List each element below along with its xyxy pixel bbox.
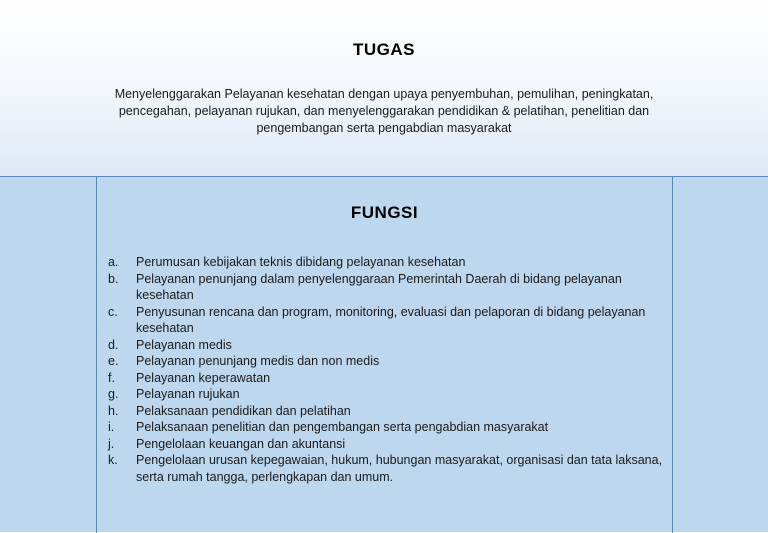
list-item	[108, 337, 668, 354]
list-marker: e.	[108, 354, 119, 368]
list-marker: i.	[108, 420, 115, 434]
list-marker: h.	[108, 403, 119, 418]
list-item-text: Penyusunan rencana dan program, monitoring, evaluasi dan pelaporan di bidang pelayanan kesehatan	[136, 304, 646, 335]
list-item	[108, 370, 668, 387]
tugas-line-3: pengembangan serta pengabdian masyarakat	[256, 121, 512, 135]
list-item-text: Perumusan kebijakan teknis dibidang pelayanan kesehatan	[136, 255, 466, 269]
fungsi-title: FUNGSI	[350, 203, 419, 222]
list-item	[108, 353, 668, 370]
list-item-text: Pelayanan penunjang dalam penyelenggaraan Pemerintah Daerah di bidang pelayanan kesehatan	[136, 271, 622, 302]
list-marker: d.	[108, 337, 119, 352]
list-item	[108, 419, 668, 436]
list-item	[108, 403, 668, 420]
fungsi-list	[108, 254, 668, 485]
list-item	[108, 271, 668, 304]
right-divider	[672, 177, 673, 533]
list-item	[108, 436, 668, 453]
list-item-text: Pelayanan keperawatan	[136, 370, 271, 385]
tugas-title: TUGAS	[353, 40, 415, 59]
list-item	[108, 386, 668, 403]
list-item-text: Pengelolaan urusan kepegawaian, hukum, hubungan masyarakat, organisasi dan tata laksana, serta rumah tangga, perlengkapan dan umum.	[136, 453, 663, 484]
fungsi-section	[0, 176, 768, 532]
left-divider	[96, 177, 97, 533]
tugas-line-2: pencegahan, pelayanan rujukan, dan menyelenggarakan pendidikan & pelatihan, penelitian dan	[118, 104, 650, 118]
list-marker: b.	[108, 271, 119, 286]
list-item-text: Pelaksanaan penelitian dan pengembangan serta pengabdian masyarakat	[136, 420, 549, 434]
list-item	[108, 304, 668, 337]
list-marker: a.	[108, 255, 119, 269]
list-item-text: Pelayanan medis	[136, 337, 232, 352]
list-item-text: Pengelolaan keuangan dan akuntansi	[136, 436, 346, 451]
tugas-description	[92, 86, 676, 137]
list-item-text: Pelayanan penunjang medis dan non medis	[136, 354, 380, 368]
list-item	[108, 452, 668, 485]
list-marker: c.	[108, 304, 118, 319]
list-marker: k.	[108, 453, 118, 467]
list-marker: g.	[108, 387, 119, 401]
tugas-section	[0, 0, 768, 176]
tugas-line-1: Menyelenggarakan Pelayanan kesehatan dengan upaya penyembuhan, pemulihan, peningkatan,	[114, 87, 654, 101]
list-marker: j.	[108, 436, 115, 451]
list-item	[108, 254, 668, 271]
list-item-text: Pelaksanaan pendidikan dan pelatihan	[136, 403, 351, 418]
list-marker: f.	[108, 370, 115, 385]
list-item-text: Pelayanan rujukan	[136, 387, 240, 401]
